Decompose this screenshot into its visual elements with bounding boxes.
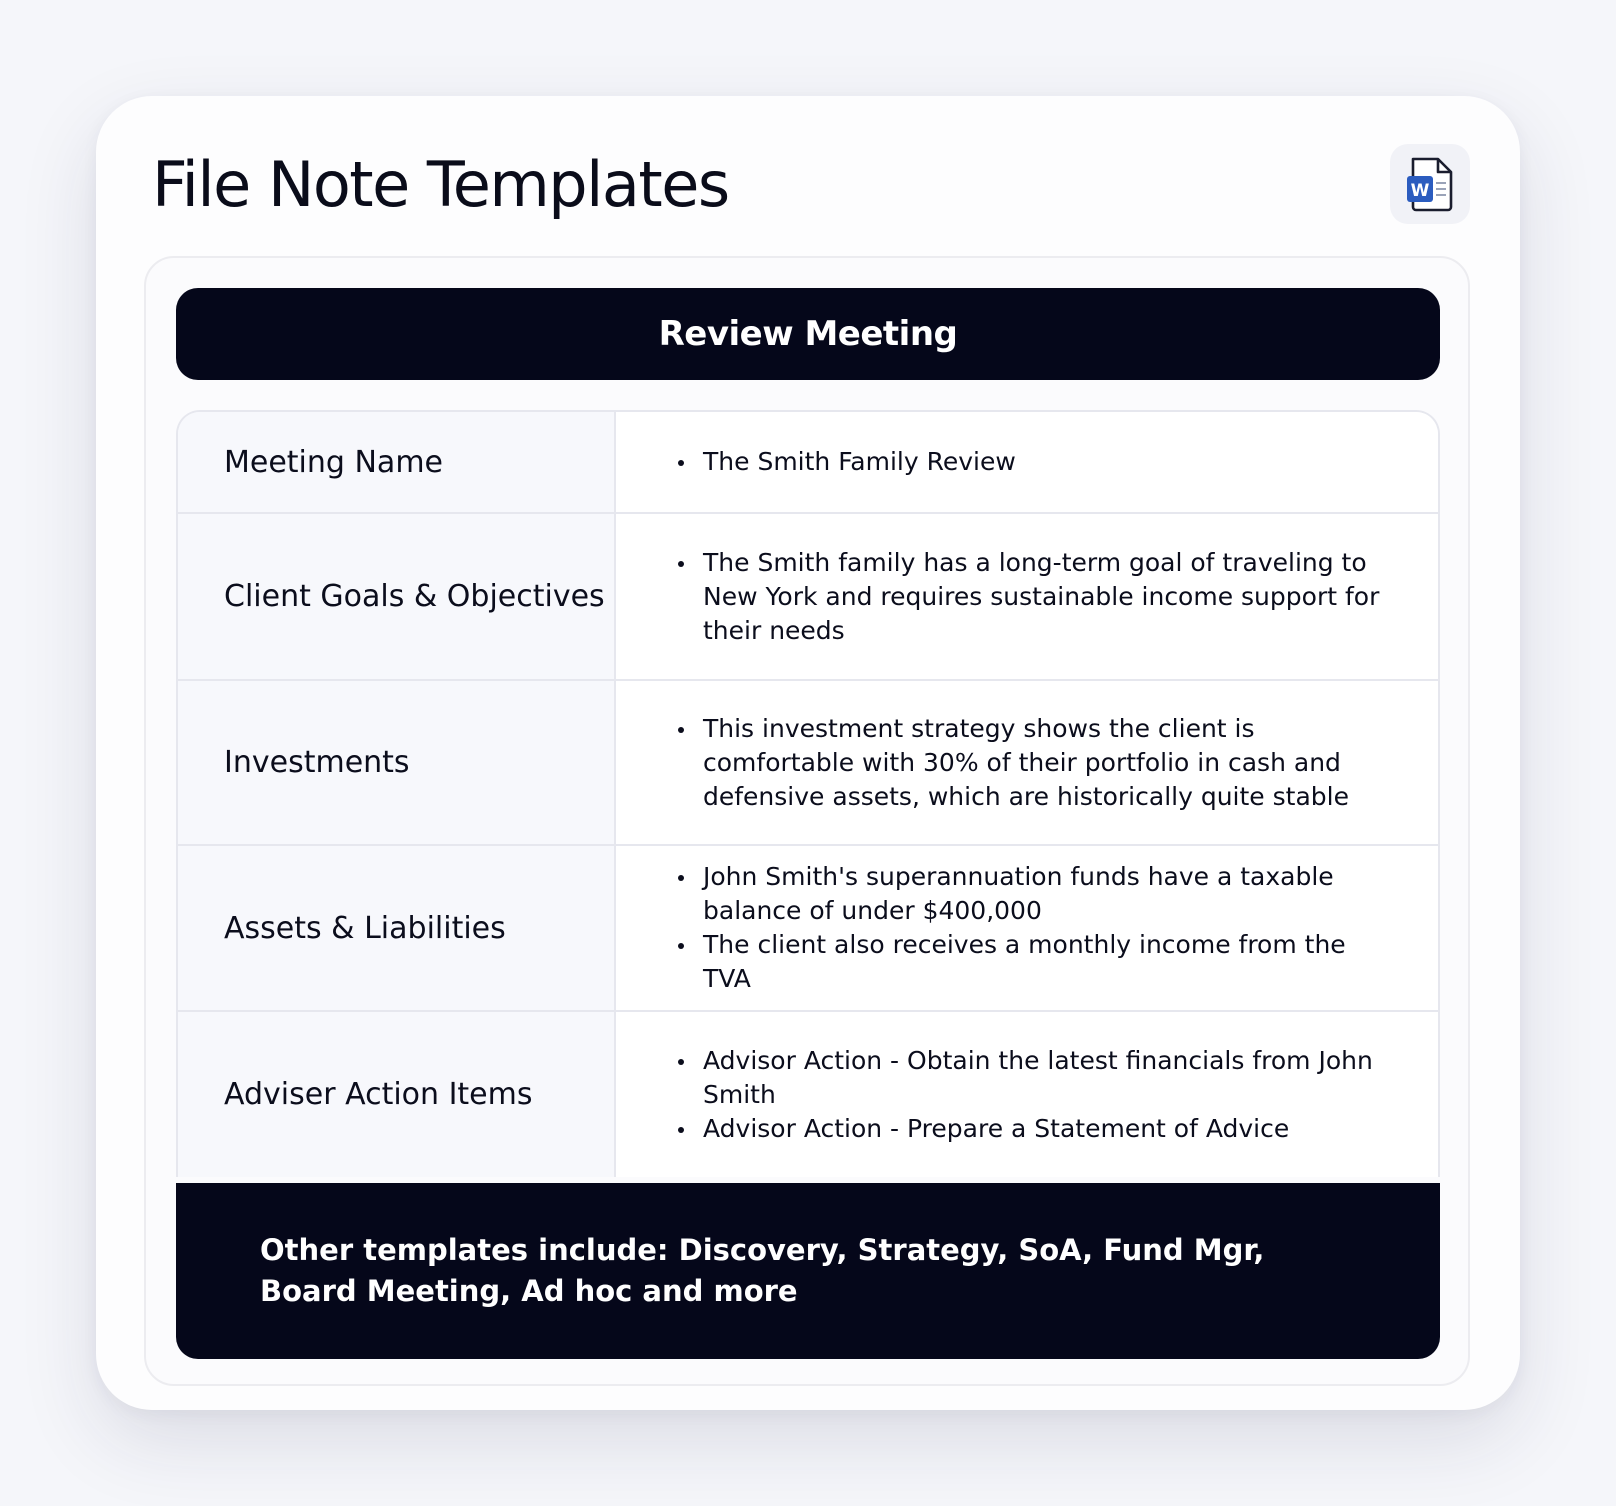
row-value — [616, 412, 1438, 512]
list-item: The client also receives a monthly income from the TVA — [676, 928, 1398, 996]
row-label: Adviser Action Items — [178, 1012, 616, 1177]
table-row — [178, 412, 1438, 514]
row-label: Client Goals & Objectives — [178, 514, 616, 679]
word-export-button[interactable] — [1390, 144, 1470, 224]
row-label: Assets & Liabilities — [178, 846, 616, 1010]
bullet-list — [676, 546, 1398, 648]
bullet-list — [676, 712, 1398, 814]
svg-text:W: W — [1410, 181, 1430, 201]
row-label: Investments — [178, 681, 616, 844]
other-templates-footer — [176, 1183, 1440, 1359]
page-title: File Note Templates — [152, 148, 729, 221]
word-document-icon — [1405, 156, 1455, 212]
template-name-header: Review Meeting — [176, 288, 1440, 380]
row-value — [616, 681, 1438, 844]
row-value — [616, 1012, 1438, 1177]
table-row — [178, 846, 1438, 1012]
list-item: Advisor Action - Obtain the latest financials from John Smith — [676, 1044, 1398, 1112]
table-row — [178, 514, 1438, 681]
list-item: The Smith family has a long-term goal of traveling to New York and requires sustainable income support for their needs — [676, 546, 1398, 648]
list-item: This investment strategy shows the client is comfortable with 30% of their portfolio in cash and defensive assets, which are historically quite stable — [676, 712, 1398, 814]
list-item: John Smith's superannuation funds have a taxable balance of under $400,000 — [676, 860, 1398, 928]
footer-text: Other templates include: Discovery, Strategy, SoA, Fund Mgr, Board Meeting, Ad hoc and more — [260, 1233, 1265, 1308]
bullet-list — [676, 445, 1016, 479]
row-value — [616, 846, 1438, 1010]
template-table — [176, 410, 1440, 1177]
template-panel — [144, 256, 1470, 1386]
row-label: Meeting Name — [178, 412, 616, 512]
file-note-templates-card — [96, 96, 1520, 1410]
table-row — [178, 681, 1438, 846]
list-item: Advisor Action - Prepare a Statement of Advice — [676, 1112, 1398, 1146]
bullet-list — [676, 860, 1398, 996]
row-value — [616, 514, 1438, 679]
table-row — [178, 1012, 1438, 1177]
bullet-list — [676, 1044, 1398, 1146]
list-item: The Smith Family Review — [676, 445, 1016, 479]
